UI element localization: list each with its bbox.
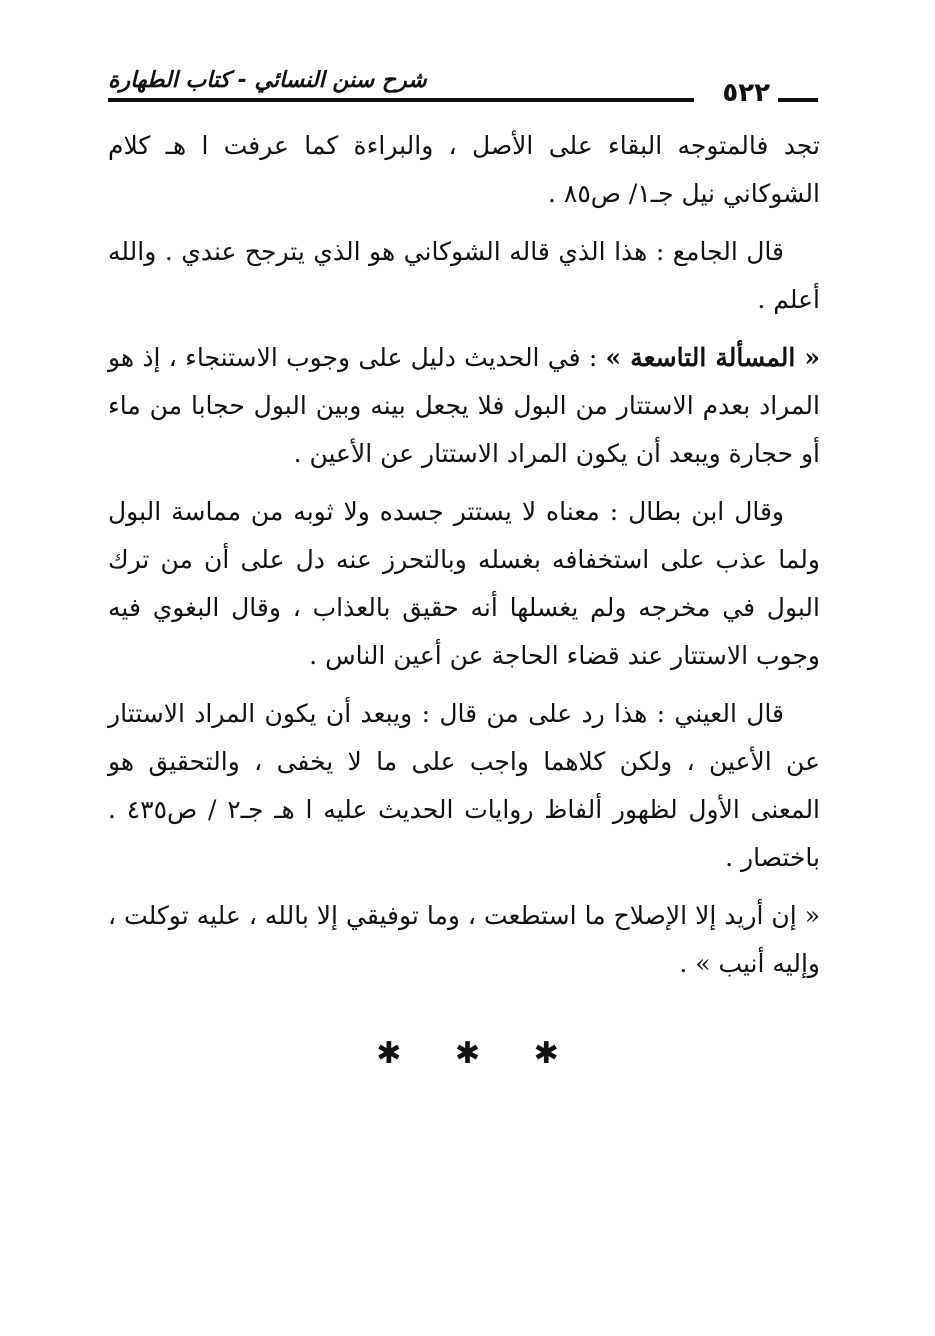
paragraph-4-text: وقال ابن بطال : معناه لا يستتر جسده ولا ثوبه من مماسة البول ولما عذب على استخفافه بغسله وبالتحرز عنه دل على أن من ترك البول في مخرجه ولم يغسلها أنه حقيق بالعذاب ، وقال البغوي فيه وجوب الاستتار عند قضاء الحاجة عن أعين الناس .: [108, 497, 820, 670]
paragraph-2: [108, 228, 820, 324]
paragraph-3: [108, 334, 820, 478]
paragraph-4: [108, 488, 820, 680]
paragraph-5-text: قال العيني : هذا رد على من قال : ويبعد أن يكون المراد الاستتار عن الأعين ، ولكن كلاهما واجب على ما لا يخفى ، والتحقيق هو المعنى الأول لظهور ألفاظ روايات الحديث عليه ا هـ جـ٢ / ص٤٣٥ . باختصار .: [108, 699, 821, 872]
paragraph-6-text: « إن أريد إلا الإصلاح ما استطعت ، وما توفيقي إلا بالله ، عليه توكلت ، وإليه أنيب » .: [108, 901, 820, 978]
paragraph-5: [108, 690, 820, 882]
header-rule-short: [778, 98, 818, 102]
header-title: شرح سنن النسائي - كتاب الطهارة: [108, 68, 427, 93]
asterisk-icon: ✱: [376, 1036, 402, 1071]
section-end-ornament: [0, 1036, 935, 1071]
header-rule: [108, 98, 694, 102]
paragraph-2-text: قال الجامع : هذا الذي قاله الشوكاني هو الذي يترجح عندي . والله أعلم .: [108, 237, 820, 314]
paragraph-3-text: : في الحديث دليل على وجوب الاستنجاء ، إذ هو المراد بعدم الاستتار من البول فلا يجعل بينه وبين البول حجابا من ماء أو حجارة ويبعد أن يكون المراد الاستتار عن الأعين .: [108, 343, 820, 468]
body-text: [108, 122, 820, 998]
issue-heading: « المسألة التاسعة »: [605, 343, 820, 372]
asterisk-icon: ✱: [533, 1036, 559, 1071]
page-number: ٥٢٢: [722, 78, 770, 108]
paragraph-6: [108, 892, 820, 988]
paragraph-1: [108, 122, 820, 218]
running-header: [108, 64, 818, 108]
asterisk-icon: ✱: [454, 1036, 481, 1071]
paragraph-1-text: تجد فالمتوجه البقاء على الأصل ، والبراءة كما عرفت ا هـ كلام الشوكاني نيل جـ١/ ص٨٥ .: [108, 131, 820, 208]
